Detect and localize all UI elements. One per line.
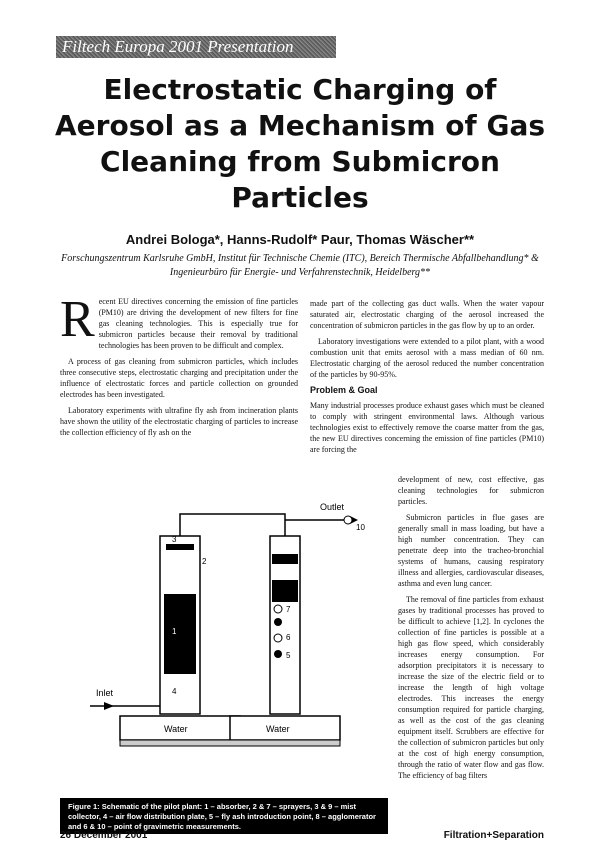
column-right [310,298,544,460]
footer-page-date: 26 December 2001 [60,830,148,841]
figure-caption: Figure 1: Schematic of the pilot plant: 1 – absorber, 2 & 7 – sprayers, 3 & 9 – mist collector, 4 – air flow distribution plate, 5 – fly ash introduction point, 8 – agglomerator and 6 & 10 – point of gravimetric measurements. [60,798,388,834]
label-4: 4 [172,687,177,696]
paragraph: Many industrial processes produce exhaust gases which must be cleaned to comply with stringent environmental laws. Although various technologies exist to effectively remove the coarse matter from the gas, the new EU directives concerning the emission of fine particles (PM10) are forcing the [310,401,544,454]
inlet-label: Inlet [96,688,114,698]
paragraph: The removal of fine particles from exhaust gases by traditional processes has proved to be difficult to achieve [1,2]. In cyclones the collection of fine particles is possible at a high gas flow speed, which considerably increases energy consumption. For adsorption precipitators it is necessary to increase the size of the electric field or to increase the length of high voltage electrodes. This increases the energy consumption required for particle charging, as well as the cost of the gas cleaning equipment itself. Scrubbers are effective for the collection of submicron particles but only at the cost of high energy consumption, through the ratio of water flow and gas flow. The efficiency of bag filters [398,595,544,780]
authors: Andrei Bologa*, Hanns-Rudolf* Paur, Thomas Wäscher** [125,232,475,247]
label-2: 2 [202,557,207,566]
column-right-lower [398,474,544,786]
column-left [60,291,298,443]
footer-journal: Filtration+Separation [443,830,544,841]
label-3: 3 [172,535,177,544]
paragraph: Laboratory experiments with ultrafine fly ash from incineration plants have shown the utility of the electrostatic charging of particles to increase the collection efficiency of fly ash on the [60,406,298,437]
paragraph: made part of the collecting gas duct walls. When the water vapour saturated air, electrostatic charging of the aerosol increased the concentration of submicron particles in the gas flow by up to an order. [310,299,544,330]
label-9: 9 [286,555,291,564]
label-7: 7 [286,605,291,614]
pilot-plant-schematic [60,484,388,798]
label-1: 1 [172,627,177,636]
paragraph: A process of gas cleaning from submicron particles, which includes three consecutive steps, electrostatic charging and precipitation under the influence of electrostatic forces and particle collection on grounded electrodes has been investigated. [60,357,298,399]
affiliation: Forschungszentrum Karlsruhe GmbH, Institut für Technische Chemie (ITC), Bereich Thermische Abfallbehandlung* & Ingenieurbüro für Energie- und Verfahrenstechnik, Heidelberg** [61,253,539,278]
water-label-right: Water [266,724,290,734]
paragraph: ecent EU directives concerning the emission of fine particles (PM10) are driving the development of new filters for fine gas cleaning technologies. This is especially true for submicron particles because their removal by traditional technologies has been proven to be difficult and complex. [98,297,298,350]
paragraph: development of new, cost effective, gas cleaning technologies for submicron particles. [398,475,544,506]
section-heading: Problem & Goal [310,385,378,395]
label-10: 10 [356,523,365,532]
paragraph: Laboratory investigations were extended to a pilot plant, with a wood combustion unit that emits aerosol with a mass median of 60 nm. Electrostatic charging of the aerosol reduced the number concentration of the particles by 90-95%. [310,337,544,379]
outlet-label: Outlet [320,502,345,512]
label-8: 8 [286,587,291,596]
paragraph: Submicron particles in flue gases are generally small in mass loading, but have a high number concentration. They can penetrate deep into the tracheo-bronchial systems of humans, causing respiratory illness and allergies, cardiovascular diseases, asthma and even lung cancer. [398,513,544,588]
label-5: 5 [286,651,291,660]
page-footer [60,830,544,841]
label-6: 6 [286,633,291,642]
section-banner: Filtech Europa 2001 Presentation [56,36,336,58]
article-title: Electrostatic Charging of Aerosol as a Mechanism of Gas Cleaning from Submicron Particles [54,73,545,214]
drop-cap: R [60,291,95,348]
water-label-left: Water [164,724,188,734]
